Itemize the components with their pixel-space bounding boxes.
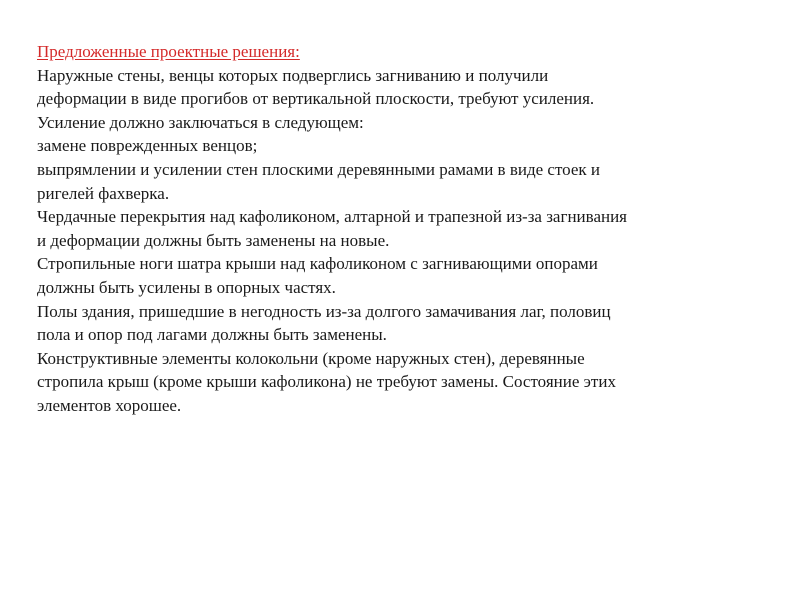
text-line: деформации в виде прогибов от вертикальной плоскости, требуют усиления. [37, 89, 595, 109]
text-line: замене поврежденных венцов; [37, 136, 258, 156]
text-line: Полы здания, пришедшие в негодность из-за долгого замачивания лаг, половиц [37, 301, 611, 321]
text-line: Наружные стены, венцы которых подверглись загниванию и получили [37, 65, 549, 85]
text-line: Усиление должно заключаться в следующем: [37, 112, 364, 132]
text-line: Чердачные перекрытия над кафоликоном, алтарной и трапезной из-за загнивания [37, 207, 628, 227]
section-heading: Предложенные проектные решения: [37, 42, 300, 61]
text-line: Стропильные ноги шатра крыши над кафоликоном с загнивающими опорами [37, 254, 598, 274]
text-line: и деформации должны быть заменены на новые. [37, 230, 390, 250]
text-line: должны быть усилены в опорных частях. [37, 277, 336, 297]
text-line: ригелей фахверка. [37, 183, 170, 203]
text-line: стропила крыш (кроме крыши кафоликона) не требуют замены. Состояние этих [37, 372, 616, 392]
text-line: пола и опор под лагами должны быть заменены. [37, 325, 387, 345]
text-line: Конструктивные элементы колокольни (кроме наружных стен), деревянные [37, 348, 585, 368]
text-line: выпрямлении и усилении стен плоскими деревянными рамами в виде стоек и [37, 159, 601, 179]
text-block [37, 40, 737, 418]
text-line: элементов хорошее. [37, 395, 182, 415]
